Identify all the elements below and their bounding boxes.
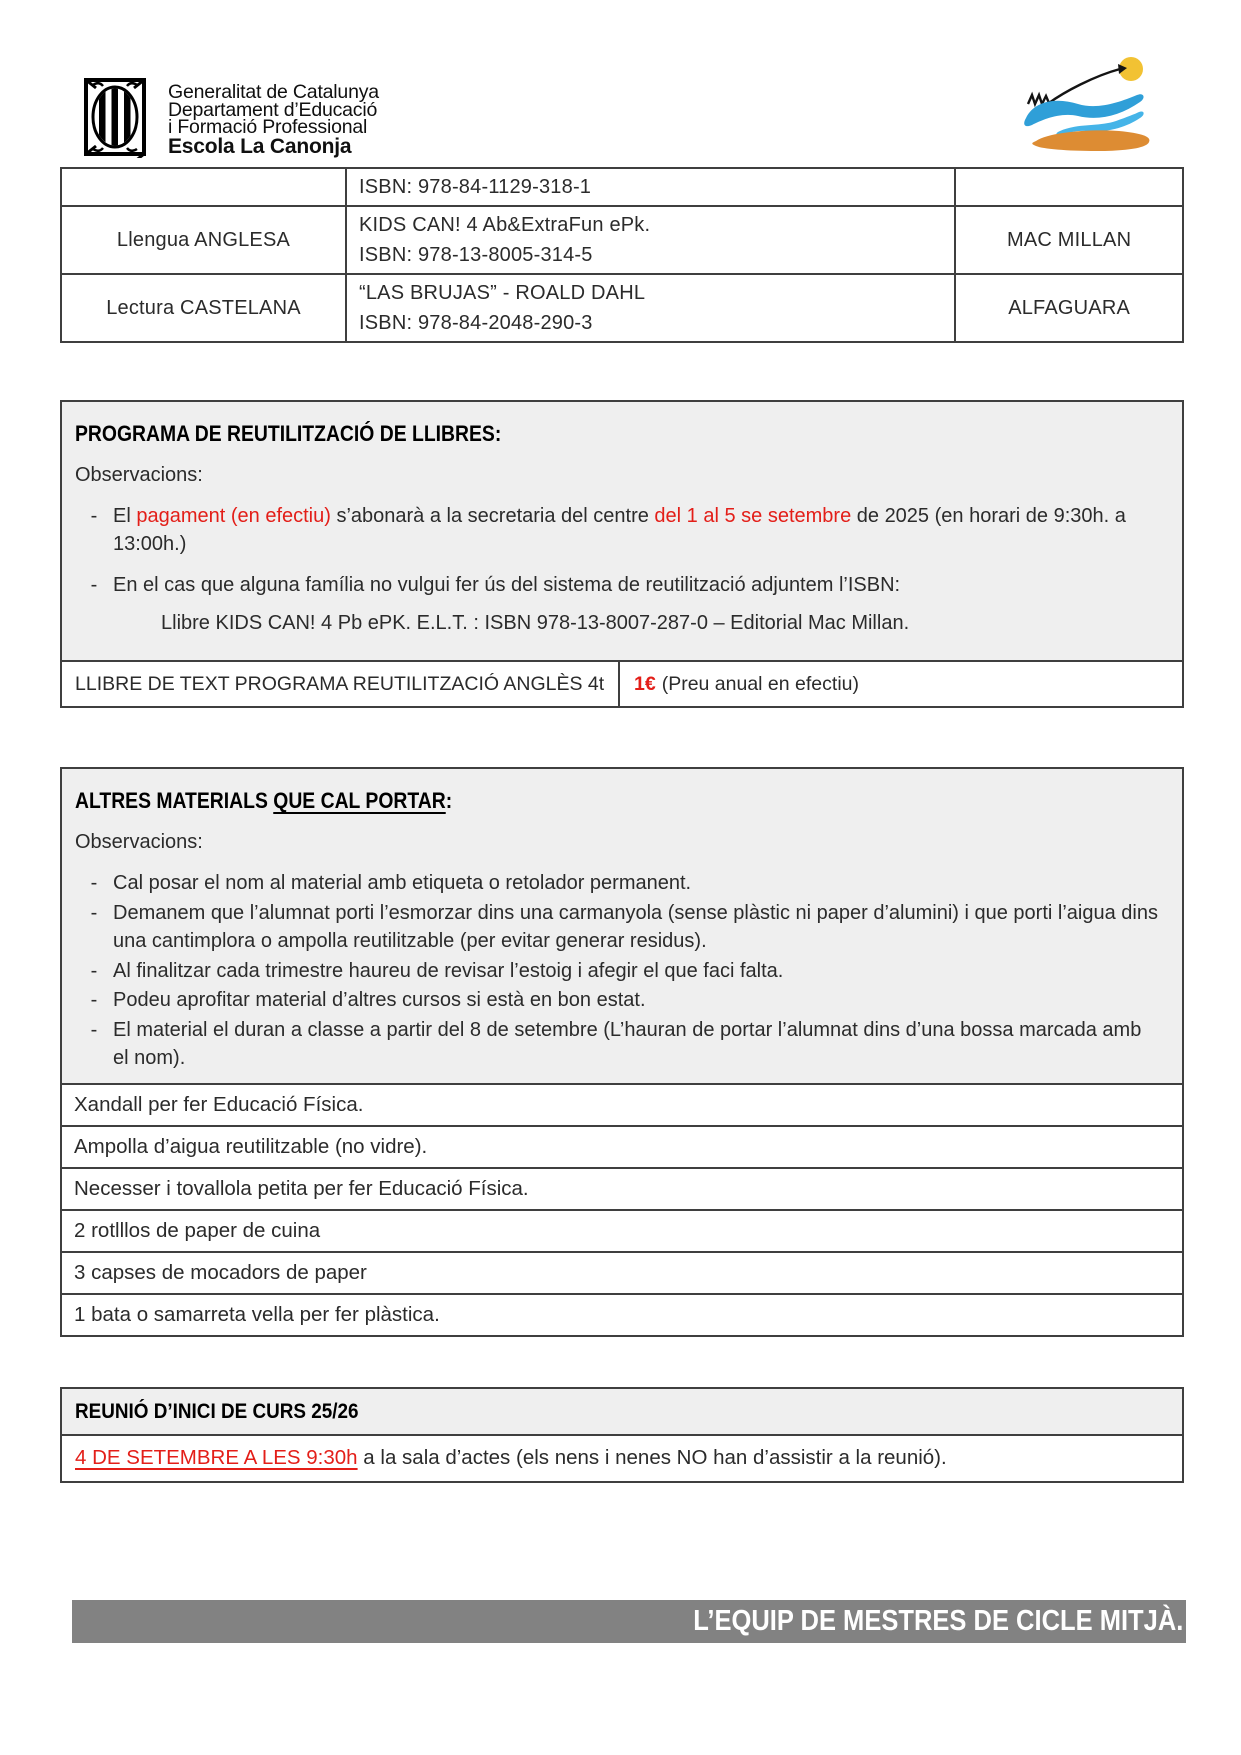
reunio-body	[62, 1436, 1182, 1481]
price-note: (Preu anual en efectiu)	[661, 673, 859, 695]
price-value	[618, 662, 1182, 706]
material-item-row: 1 bata o samarreta vella per fer plàstica.	[62, 1293, 1182, 1335]
generalitat-coat-of-arms-icon	[83, 76, 147, 158]
book-line: KIDS CAN! 4 Ab&ExtraFun ePk.	[358, 214, 651, 236]
publisher-cell	[955, 168, 1183, 206]
org-title-block	[168, 76, 379, 158]
book-cell	[346, 206, 955, 274]
bullet-marker: -	[90, 1018, 98, 1041]
programa-bullet-list	[75, 502, 1168, 635]
bullet-marker: -	[90, 989, 98, 1011]
org-line-2: Departament d’Educació	[168, 98, 378, 121]
books-table	[60, 167, 1184, 343]
generalitat-header	[83, 76, 379, 158]
org-line-3: i Formació Professional	[168, 116, 368, 138]
table-row	[61, 168, 1183, 206]
isbn-note: Llibre KIDS CAN! 4 Pb ePK. E.L.T. : ISBN 978-13-8007-287-0 – Editorial Mac Millan.	[161, 612, 910, 634]
price-amount: 1€	[634, 673, 656, 695]
subject-cell: Llengua ANGLESA	[61, 206, 346, 274]
reunio-section	[60, 1387, 1184, 1483]
subject-cell: Lectura CASTELANA	[61, 274, 346, 342]
bullet-text: Cal posar el nom al material amb etiqueta o retolador permanent.	[113, 872, 692, 894]
bullet-marker: -	[90, 901, 98, 924]
book-line: ISBN: 978-84-1129-318-1	[358, 176, 592, 198]
highlighted-text: pagament (en efectiu)	[136, 505, 331, 527]
observacions-label: Observacions:	[75, 464, 203, 486]
highlighted-text: del 1 al 5 se setembre	[654, 505, 852, 527]
material-item-row: Xandall per fer Educació Física.	[62, 1083, 1182, 1125]
footer-signature-bar	[72, 1600, 1186, 1643]
material-item-row: Necesser i tovallola petita per fer Educació Física.	[62, 1167, 1182, 1209]
bullet-marker: -	[90, 872, 98, 894]
observacions-label: Observacions:	[75, 831, 203, 853]
altres-bullet-list	[75, 869, 1168, 1073]
bullet-text: En el cas que alguna família no vulgui fer ús del sistema de reutilització adjuntem l’ISBN:	[113, 574, 901, 596]
programa-reutilitzacio-section	[60, 400, 1184, 708]
table-row	[61, 206, 1183, 274]
book-line: ISBN: 978-13-8005-314-5	[358, 244, 593, 266]
reunio-date: 4 DE SETEMBRE A LES 9:30h	[75, 1446, 358, 1469]
book-cell	[346, 168, 955, 206]
bullet-text: El pagament (en efectiu) s’abonarà a la secretaria del centre del 1 al 5 se setembre de 2025 (en horari de 9:30h. a 13:00h.)	[113, 505, 1126, 555]
table-row	[61, 274, 1183, 342]
bullet-marker: -	[90, 505, 98, 527]
programa-observations-panel	[62, 402, 1182, 660]
school-name: Escola La Canonja	[168, 134, 352, 158]
bullet-text: Demanem que l’alumnat porti l’esmorzar dins una carmanyola (sense plàstic ni paper d’alumini) i que porti l’aigua dins una cantimplora o ampolla reutilitzable (per evitar generar residus).	[113, 901, 1158, 952]
bullet-marker: -	[90, 959, 98, 982]
list-item	[75, 986, 1168, 1015]
programa-title: PROGRAMA DE REUTILITZACIÓ DE LLIBRES:	[75, 421, 502, 446]
bullet-marker: -	[90, 574, 98, 596]
book-line: “LAS BRUJAS” - ROALD DAHL	[358, 282, 646, 304]
list-item	[75, 957, 1168, 986]
school-logo-sun-waves-sand-icon	[998, 46, 1160, 156]
material-item-row: 3 capses de mocadors de paper	[62, 1251, 1182, 1293]
reunio-rest: a la sala d’actes (els nens i nenes NO han d’assistir a la reunió).	[357, 1446, 947, 1469]
bullet-text: El material el duran a classe a partir del 8 de setembre (L’hauran de portar l’alumnat dins d’una bossa marcada amb el nom).	[113, 1018, 1142, 1069]
material-item-row: 2 rotlllos de paper de cuina	[62, 1209, 1182, 1251]
subject-cell	[61, 168, 346, 206]
underlined-title-part: QUE CAL PORTAR	[273, 788, 446, 813]
altres-observations-panel	[62, 769, 1182, 1083]
altres-materials-section	[60, 767, 1184, 1337]
org-line-1: Generalitat de Catalunya	[168, 81, 379, 103]
book-line: ISBN: 978-84-2048-290-3	[358, 312, 593, 334]
material-item-row: Ampolla d’aigua reutilitzable (no vidre).	[62, 1125, 1182, 1167]
price-label: LLIBRE DE TEXT PROGRAMA REUTILITZACIÓ ANGLÈS 4t	[75, 673, 605, 695]
price-row	[62, 660, 1182, 706]
bullet-text: Al finalitzar cada trimestre haureu de revisar l’estoig i afegir el que faci falta.	[113, 959, 784, 982]
list-item	[75, 571, 1168, 599]
list-item	[75, 899, 1168, 956]
list-item	[75, 869, 1168, 898]
footer-text: L’EQUIP DE MESTRES DE CICLE MITJÀ.	[693, 1605, 1184, 1637]
altres-title: ALTRES MATERIALS QUE CAL PORTAR:	[75, 788, 453, 813]
reunio-title: REUNIÓ D’INICI DE CURS 25/26	[62, 1389, 1182, 1436]
book-cell	[346, 274, 955, 342]
publisher-cell: ALFAGUARA	[955, 274, 1183, 342]
list-item	[75, 502, 1168, 558]
bullet-text: Podeu aprofitar material d’altres cursos si està en bon estat.	[113, 989, 646, 1011]
publisher-cell: MAC MILLAN	[955, 206, 1183, 274]
list-item	[75, 1016, 1168, 1073]
